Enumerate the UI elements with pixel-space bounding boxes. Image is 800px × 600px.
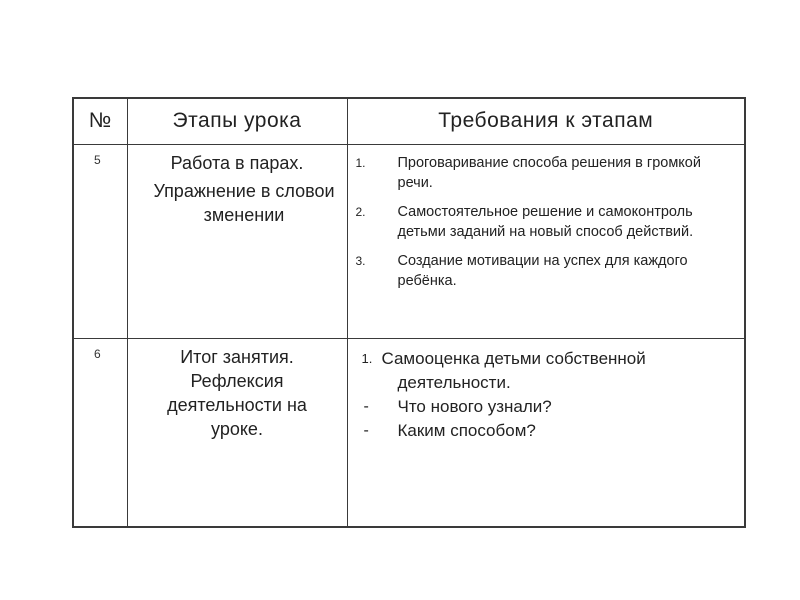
list-item: [352, 153, 737, 193]
requirements-cell: [347, 338, 745, 527]
stage-title: Работа в парах.: [170, 152, 304, 173]
list-item: [352, 419, 737, 443]
list-marker: 1.: [355, 155, 366, 170]
header-num: №: [73, 98, 127, 144]
list-marker: 3.: [355, 253, 366, 268]
list-item-text: Что нового узнали?: [397, 396, 552, 416]
list-item-text-line2: деятельности.: [397, 372, 511, 392]
list-item: [352, 202, 737, 242]
dash-marker: -: [363, 397, 369, 415]
list-item-text: Проговаривание способа решения в громкой речи.: [397, 154, 701, 191]
table-header-row: [73, 98, 745, 144]
requirements-list: [352, 347, 737, 443]
list-item: [352, 251, 737, 291]
stage-cell: [127, 338, 347, 527]
list-item: [352, 347, 737, 395]
list-marker: 1.: [361, 350, 373, 366]
row-number: 6: [73, 338, 127, 527]
list-item-text: [382, 347, 737, 395]
requirements-list: [352, 153, 737, 291]
table-row: [73, 144, 745, 338]
list-item-text: Создание мотивации на успех для каждого ребёнка.: [397, 252, 688, 289]
header-stages: Этапы урока: [127, 98, 347, 144]
list-item-text: Самостоятельное решение и самоконтроль детьми заданий на новый способ действий.: [397, 203, 694, 240]
requirements-cell: [347, 144, 745, 338]
lesson-stages-table: [72, 97, 746, 528]
stage-subtitle: Упражнение в словоизменении: [153, 180, 335, 225]
list-item: [352, 395, 737, 419]
dash-marker: -: [363, 421, 369, 439]
list-item-text: Каким способом?: [397, 420, 536, 440]
list-marker: 2.: [355, 204, 366, 219]
row-number: 5: [73, 144, 127, 338]
stage-cell: [127, 144, 347, 338]
stage-title: Итог занятия. Рефлексия деятельности на уроке.: [167, 346, 307, 439]
header-requirements: Требования к этапам: [347, 98, 745, 144]
list-item-text-line1: Самооценка детьми собственной: [381, 348, 646, 368]
table-row: [73, 338, 745, 527]
